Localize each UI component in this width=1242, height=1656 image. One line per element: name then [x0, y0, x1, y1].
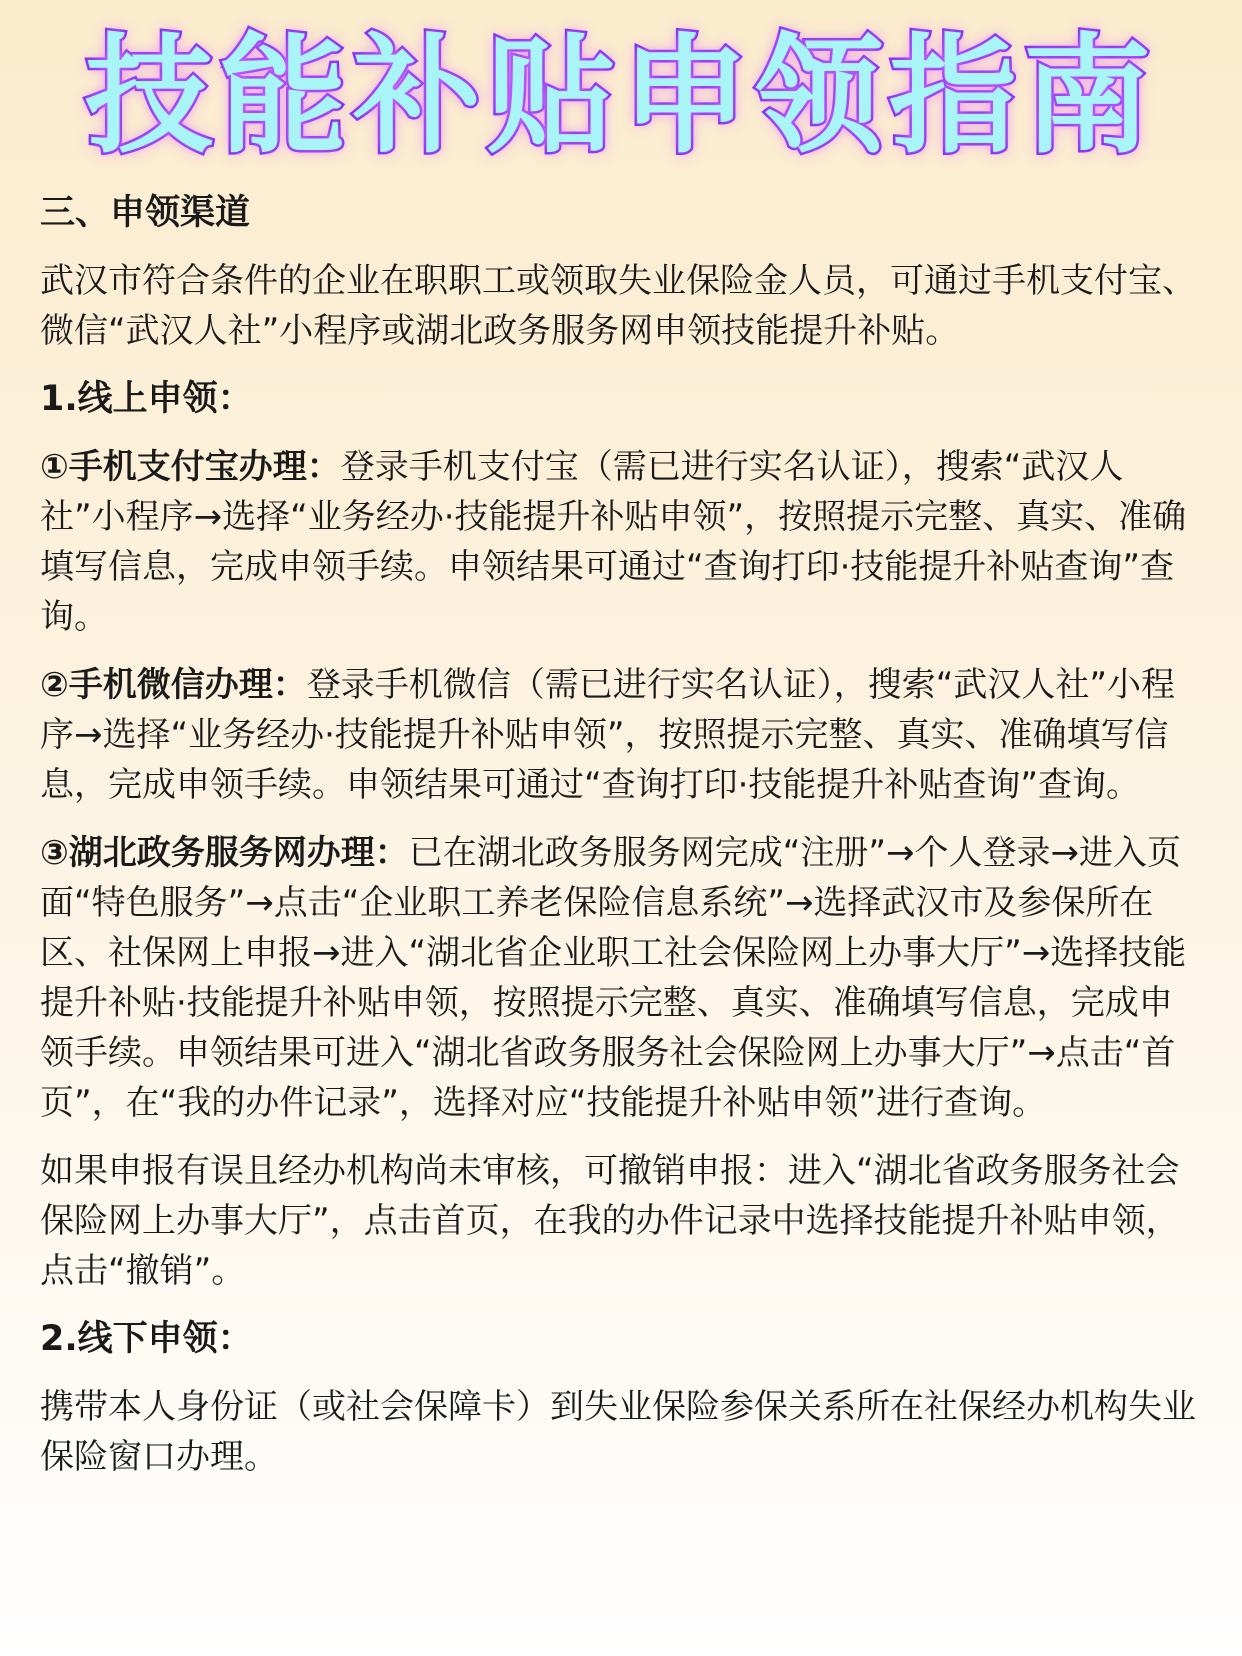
section-heading: 三、申领渠道: [40, 193, 251, 233]
alipay-label: ①手机支付宝办理：: [40, 447, 341, 487]
article-body: [40, 188, 1202, 1482]
alipay-text: 登录手机支付宝（需已进行实名认证），搜索“武汉人社”小程序→选择“业务经办·技能提升补贴申领”，按照提示完整、真实、准确填写信息，完成申领手续。申领结果可通过“查询打印·技能提升补贴查询”查询。: [40, 447, 1187, 637]
wechat-label: ②手机微信办理：: [40, 665, 307, 705]
offline-paragraph: 携带本人身份证（或社会保障卡）到失业保险参保关系所在社保经办机构失业保险窗口办理。: [40, 1387, 1196, 1477]
hubei-label: ③湖北政务服务网办理：: [40, 833, 409, 873]
offline-heading: 2.线下申领：: [40, 1319, 253, 1359]
page-title: 技能补贴申领指南: [84, 22, 1157, 171]
hubei-paragraph: [40, 828, 1202, 1128]
wechat-paragraph: [40, 660, 1202, 810]
intro-paragraph: 武汉市符合条件的企业在职职工或领取失业保险金人员，可通过手机支付宝、微信“武汉人社”小程序或湖北政务服务网申领技能提升补贴。: [40, 261, 1196, 351]
hubei-text: 已在湖北政务服务网完成“注册”→个人登录→进入页面“特色服务”→点击“企业职工养老保险信息系统”→选择武汉市及参保所在区、社保网上申报→进入“湖北省企业职工社会保险网上办事大厅”→选择技能提升补贴·技能提升补贴申领，按照提示完整、真实、准确填写信息，完成申领手续。申领结果可进入“湖北省政务服务社会保险网上办事大厅”→点击“首页”，在“我的办件记录”，选择对应“技能提升补贴申领”进行查询。: [40, 833, 1187, 1123]
online-heading: 1.线上申领：: [40, 379, 253, 419]
alipay-paragraph: [40, 442, 1202, 642]
wechat-text: 登录手机微信（需已进行实名认证），搜索“武汉人社”小程序→选择“业务经办·技能提升补贴申领”，按照提示完整、真实、准确填写信息，完成申领手续。申领结果可通过“查询打印·技能提升补贴查询”查询。: [40, 665, 1176, 805]
cancel-note-paragraph: 如果申报有误且经办机构尚未审核，可撤销申报：进入“湖北省政务服务社会保险网上办事大厅”，点击首页，在我的办件记录中选择技能提升补贴申领，点击“撤销”。: [40, 1151, 1180, 1291]
